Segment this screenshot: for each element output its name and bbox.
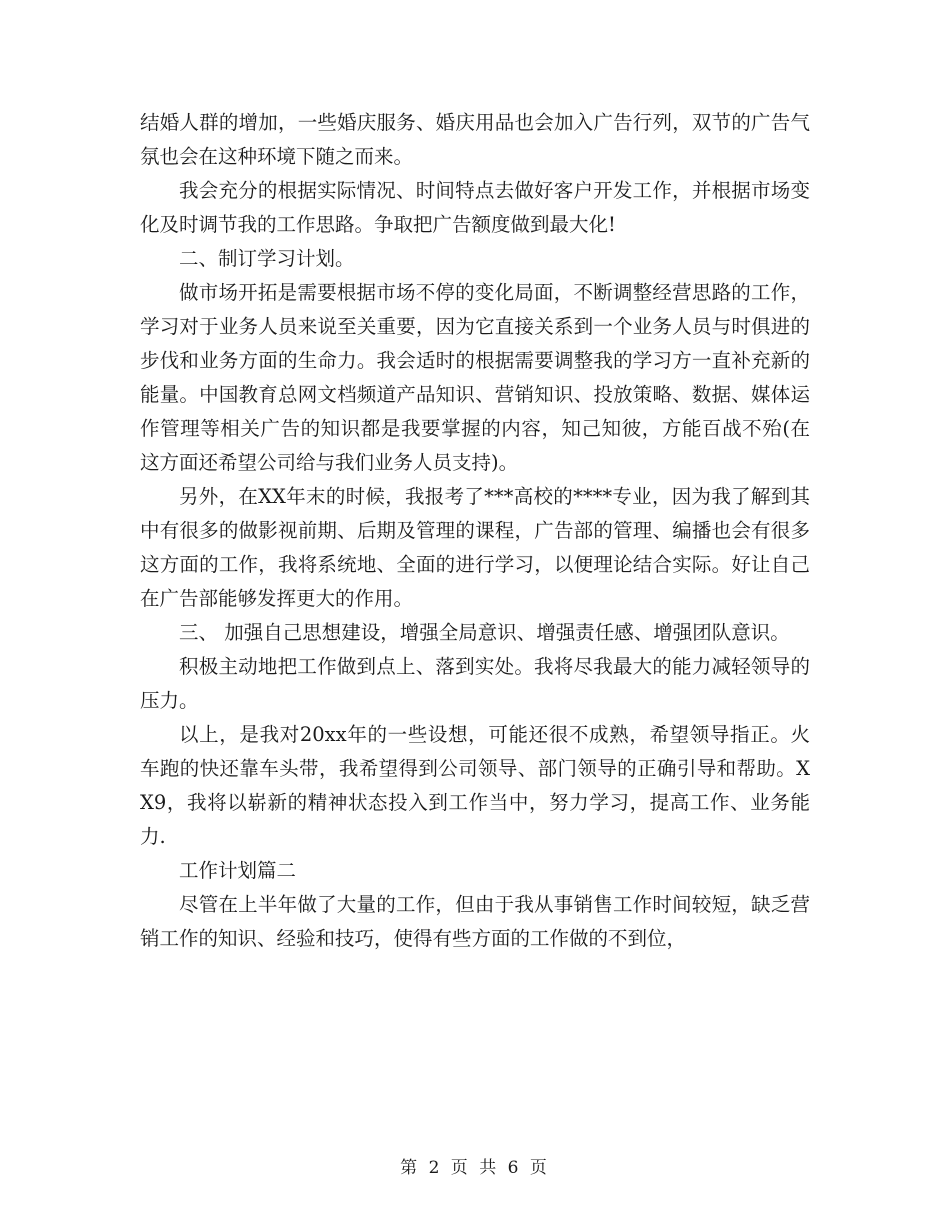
paragraph: 做市场开拓是需要根据市场不停的变化局面，不断调整经营思路的工作，学习对于业务人员来说至关重要，因为它直接关系到一个业务人员与时俱进的步伐和业务方面的生命力。我会适时的根据需要调整我的学习方一直补充新的能量。中国教育总网文档频道产品知识、营销知识、投放策略、数据、媒体运作管理等相关广告的知识都是我要掌握的内容，知己知彼，方能百战不殆(在这方面还希望公司给与我们业务人员支持)。 [140, 281, 810, 474]
paragraph-continuation: 结婚人群的增加，一些婚庆服务、婚庆用品也会加入广告行列，双节的广告气氛也会在这种环境下随之而来。 [140, 111, 810, 168]
section-heading-2: 二、制订学习计划。 [179, 247, 355, 270]
paragraph: 我会充分的根据实际情况、时间特点去做好客户开发工作，并根据市场变化及时调节我的工作思路。争取把广告额度做到最大化! [140, 179, 810, 236]
paragraph: 积极主动地把工作做到点上、落到实处。我将尽我最大的能力减轻领导的压力。 [140, 655, 810, 712]
document-body [140, 106, 810, 956]
paragraph: 另外，在XX年末的时候，我报考了***高校的****专业，因为我了解到其中有很多的做影视前期、后期及管理的课程，广告部的管理、编播也会有很多这方面的工作，我将系统地、全面的进行学习，以便理论结合实际。好让自己在广告部能够发挥更大的作用。 [140, 485, 810, 610]
paragraph: 尽管在上半年做了大量的工作，但由于我从事销售工作时间较短，缺乏营销工作的知识、经验和技巧，使得有些方面的工作做的不到位， [140, 893, 810, 950]
page-number-footer: 第 2 页 共 6 页 [400, 1158, 550, 1178]
chapter-heading: 工作计划篇二 [179, 859, 297, 882]
paragraph: 以上，是我对20xx年的一些设想，可能还很不成熟，希望领导指正。火车跑的快还靠车头带，我希望得到公司领导、部门领导的正确引导和帮助。XX9，我将以崭新的精神状态投入到工作当中，努力学习，提高工作、业务能力. [140, 723, 810, 848]
section-heading-3: 三、 加强自己思想建设，增强全局意识、增强责任感、增强团队意识。 [179, 621, 790, 644]
